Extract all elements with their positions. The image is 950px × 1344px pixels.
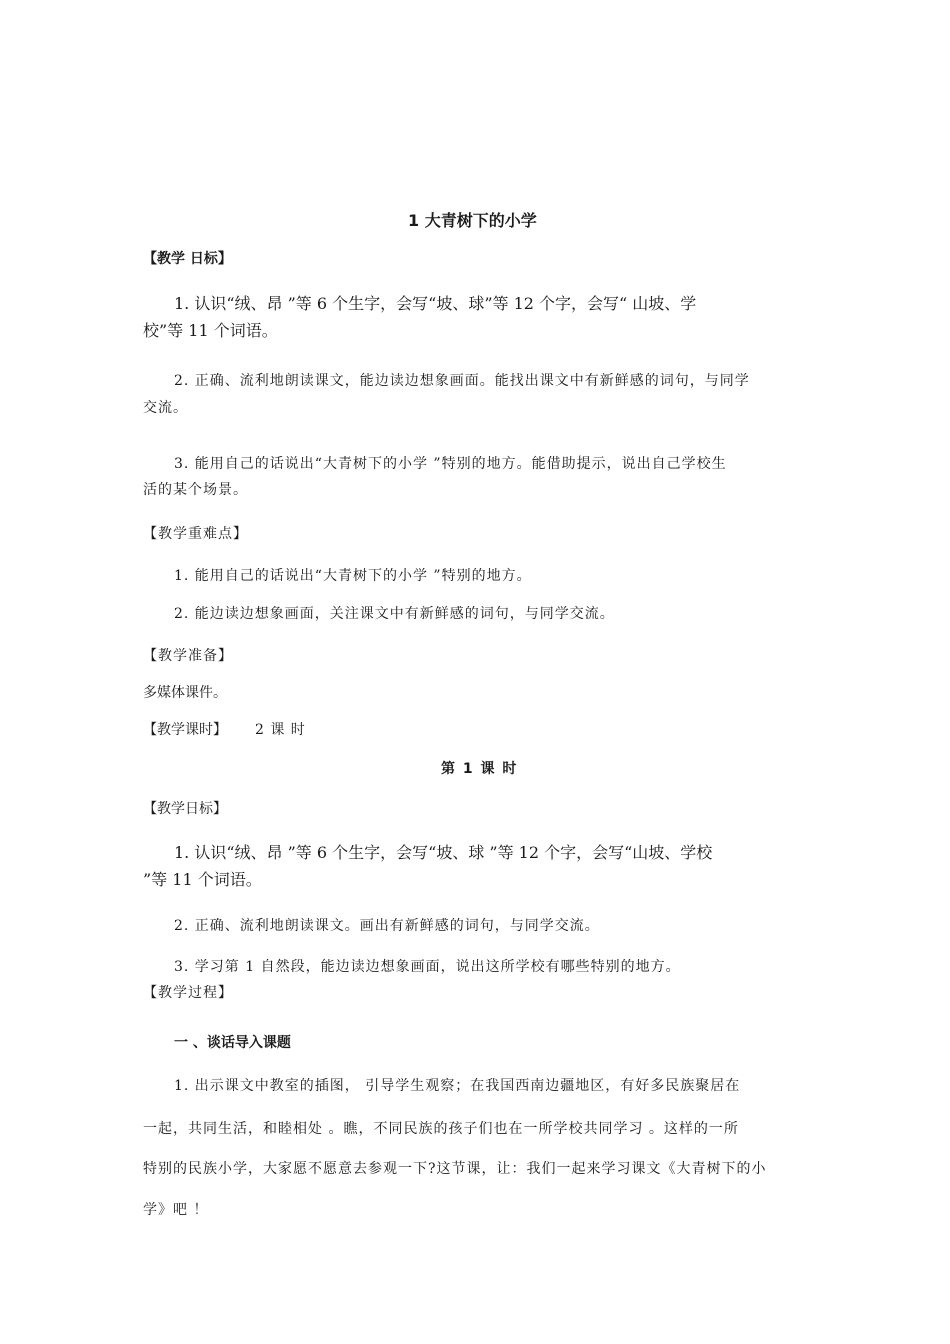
page-title: 1 大青树下的小学 [408, 211, 537, 230]
goal-2-line-2: 交流。 [143, 400, 188, 416]
paragraph-line-2: 一起，共同生活，和睦相处 。瞧，不同民族的孩子们也在一所学校共同学习 。这样的一所 [143, 1121, 739, 1137]
paragraph-line-1: 1. 出示课文中教室的插图， 引导学生观察；在我国西南边疆地区，有好多民族聚居在 [174, 1078, 741, 1094]
goal-3-line-2: 活的某个场景。 [143, 482, 248, 498]
difficulty-item-2: 2. 能边读边想象画面，关注课文中有新鲜感的词句，与同学交流。 [174, 606, 615, 622]
hours-value: 2 课 时 [255, 722, 306, 738]
goal-1-line-1: 1. 认识“绒、昂 ”等 6 个生字，会写“坡、球”等 12 个字，会写“ 山坡、学 [174, 294, 697, 313]
section-1-title: 一 、谈话导入课题 [174, 1035, 291, 1051]
process-heading: 【教学过程】 [143, 985, 233, 1001]
lesson-goal-2: 2. 正确、流利地朗读课文。画出有新鲜感的词句，与同学交流。 [174, 918, 600, 934]
paragraph-line-3: 特别的民族小学，大家愿不愿意去参观一下?这节课，让：我们一起来学习课文《大青树下的小 [143, 1161, 767, 1177]
goals-heading: 【教学 日标】 [143, 251, 232, 267]
lesson-goals-heading: 【教学日标】 [143, 801, 227, 817]
difficulty-item-1: 1. 能用自己的话说出“大青树下的小学 ”特别的地方。 [174, 568, 532, 584]
hours-heading: 【教学课时】 [143, 722, 227, 738]
lesson-goal-3: 3. 学习第 1 自然段，能边读边想象画面，说出这所学校有哪些特别的地方。 [174, 959, 681, 975]
lesson-title: 第 1 课 时 [441, 761, 517, 777]
goal-1-line-2: 校”等 11 个词语。 [143, 321, 278, 340]
paragraph-line-4: 学》吧 ！ [143, 1202, 209, 1218]
lesson-goal-1-line-1: 1. 认识“绒、昂 ”等 6 个生字，会写“坡、球 ”等 12 个字，会写“山坡、学校 [174, 843, 713, 862]
prep-text: 多媒体课件。 [143, 685, 227, 701]
goal-2-line-1: 2. 正确、流利地朗读课文，能边读边想象画面。能找出课文中有新鲜感的词句，与同学 [174, 373, 750, 389]
lesson-goal-1-line-2: ”等 11 个词语。 [143, 870, 262, 889]
goal-3-line-1: 3. 能用自己的话说出“大青树下的小学 ”特别的地方。能借助提示，说出自己学校生 [174, 456, 727, 472]
prep-heading: 【教学准备】 [143, 648, 233, 664]
difficulty-heading: 【教学重难点】 [143, 526, 248, 542]
